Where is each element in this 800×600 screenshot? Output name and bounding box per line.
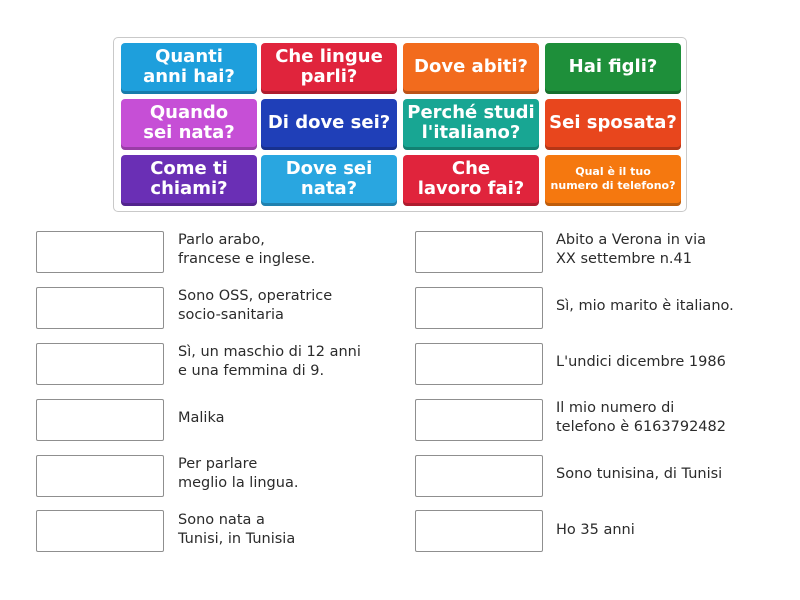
drop-target[interactable] <box>36 343 164 385</box>
tile-che-lavoro-fai[interactable]: Che lavoro fai? <box>403 155 539 206</box>
answer-text: Sì, mio marito è italiano. <box>556 297 734 314</box>
tile-dove-sei-nata[interactable]: Dove sei nata? <box>261 155 397 206</box>
drop-target[interactable] <box>415 231 543 273</box>
answer-text: L'undici dicembre 1986 <box>556 353 726 370</box>
answer-text: Abito a Verona in via XX settembre n.41 <box>556 232 707 267</box>
drop-target[interactable] <box>415 510 543 552</box>
answer-text: Sono OSS, operatrice socio-sanitaria <box>178 288 333 323</box>
drop-target[interactable] <box>36 399 164 441</box>
tile-quanti-anni-hai[interactable]: Quanti anni hai? <box>121 43 257 94</box>
drop-target[interactable] <box>36 510 164 552</box>
answer-text: Parlo arabo, francese e inglese. <box>178 232 316 267</box>
tile-dove-abiti[interactable]: Dove abiti? <box>403 43 539 94</box>
question-tile-bank <box>113 37 687 212</box>
tile-hai-figli[interactable]: Hai figli? <box>545 43 681 94</box>
answer-text: Sono tunisina, di Tunisi <box>556 465 723 482</box>
answer-text: Ho 35 anni <box>556 521 635 538</box>
tile-sei-sposata[interactable]: Sei sposata? <box>545 99 681 150</box>
tile-come-ti-chiami[interactable]: Come ti chiami? <box>121 155 257 206</box>
tile-di-dove-sei[interactable]: Di dove sei? <box>261 99 397 150</box>
tile-che-lingue-parli[interactable]: Che lingue parli? <box>261 43 397 94</box>
answer-text: Sono nata a Tunisi, in Tunisia <box>178 512 296 547</box>
answer-text: Malika <box>178 409 225 426</box>
answer-text: Per parlare meglio la lingua. <box>178 456 299 491</box>
answer-text: Sì, un maschio di 12 anni e una femmina di 9. <box>178 344 361 379</box>
answer-text: Il mio numero di telefono è 6163792482 <box>556 400 726 435</box>
drop-target[interactable] <box>415 455 543 497</box>
drop-target[interactable] <box>36 455 164 497</box>
drop-target[interactable] <box>415 343 543 385</box>
tile-qual-e-il-tuo-numero[interactable]: Qual è il tuo numero di telefono? <box>545 155 681 206</box>
drop-target[interactable] <box>415 399 543 441</box>
tile-quando-sei-nata[interactable]: Quando sei nata? <box>121 99 257 150</box>
drop-target[interactable] <box>36 287 164 329</box>
tile-perche-studi-italiano[interactable]: Perché studi l'italiano? <box>403 99 539 150</box>
drop-target[interactable] <box>36 231 164 273</box>
drop-target[interactable] <box>415 287 543 329</box>
